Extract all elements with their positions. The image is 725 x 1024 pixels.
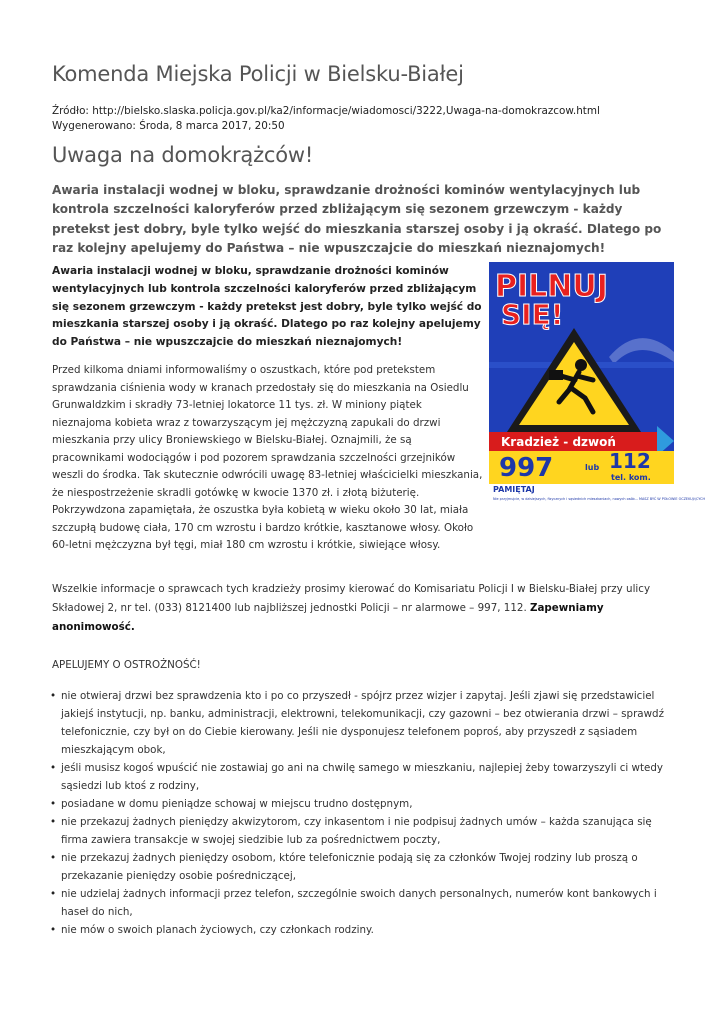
list-item [52, 921, 677, 939]
article-title: Uwaga na domokrążców! [52, 143, 314, 167]
source-url[interactable]: http://bielsko.slaska.policja.gov.pl/ka2/informacje/wiadomosci/3222,Uwaga-na-domokrazcow.html [92, 105, 600, 117]
tip-text: nie przekazuj żadnych pieniędzy osobom, które telefonicznie podają się za członków Twojej rodziny lub proszą o przekazanie pieniędzy osobie pośredniczącej, [61, 852, 638, 882]
warning-title: APELUJEMY O OSTROŻNOŚĆ! [52, 659, 201, 671]
bullet-icon: • [50, 798, 57, 810]
generated-label: Wygenerowano: [52, 120, 136, 132]
list-item [52, 795, 677, 813]
article-lead: Awaria instalacji wodnej w bloku, sprawdzanie drożności kominów wentylacyjnych lub kontrola szczelności kaloryferów przed zbliżającym się sezonem grzewczym - każdy pretekst jest dobry, byle tylko wejść do mieszkania starszej osoby i ją okraść. Dlatego po raz kolejny apelujemy do Państwa – nie wpuszczajcie do mieszkań nieznajomych! [52, 183, 662, 256]
poster-fine-print: Nie przyjmujcie, w dzisiejszych, fizycznych i sąsiednich mieszkaniach, nowych osób... MASZ BYĆ W POŁOWIE OCZEKUJĄCYCH [493, 497, 706, 501]
bullet-icon: • [50, 852, 57, 864]
bullet-icon: • [50, 690, 57, 702]
contact-paragraph [52, 580, 677, 637]
bullet-icon: • [50, 888, 57, 900]
poster-banner-text: Kradzież - dzwoń [501, 435, 616, 449]
generated-date: Środa, 8 marca 2017, 20:50 [139, 120, 285, 132]
list-item [52, 687, 677, 759]
site-title: Komenda Miejska Policji w Bielsku-Białej [52, 62, 464, 86]
bullet-icon: • [50, 816, 57, 828]
article-intro: Awaria instalacji wodnej w bloku, sprawdzanie drożności kominów wentylacyjnych lub kontrola szczelności kaloryferów przed zbliżającym się sezonem grzewczym - każdy pretekst jest dobry, byle tylko wejść do mieszkania starszej osoby i ją okraść. Dlatego po raz kolejny apelujemy do Państwa – nie wpuszczajcie do mieszkań nieznajomych! [52, 265, 482, 349]
poster-number-112: 112 [609, 449, 651, 473]
tip-text: nie udzielaj żadnych informacji przez telefon, szczególnie swoich danych personalnych, numerów kont bankowych i haseł do nich, [61, 888, 657, 918]
document-meta [52, 104, 600, 134]
stolen-bag-icon [549, 370, 563, 380]
tip-text: posiadane w domu pieniądze schowaj w miejscu trudno dostępnym, [61, 798, 413, 810]
list-item [52, 759, 677, 795]
bullet-icon: • [50, 762, 57, 774]
tip-text: nie przekazuj żadnych pieniędzy akwizytorom, czy inkasentom i nie podpisuj żadnych umów – każda szanująca się firma zawiera transakcje w swojej siedzibie lub za pośrednictwem poczty, [61, 816, 652, 846]
poster-tel-label: tel. kom. [611, 473, 651, 482]
pilnuj-sie-poster [489, 262, 706, 502]
list-item [52, 885, 677, 921]
article-body: Przed kilkoma dniami informowaliśmy o oszustkach, które pod pretekstem sprawdzania ciśnienia wody w kranach przedostały się do mieszkania na Osiedlu Grunwaldzkim i skradły 73-letniej lokatorce 11 tys. zł. W miniony piątek nieznajoma kobieta wraz z towarzyszącym jej mężczyzną zapukali do drzwi mieszkania przy ulicy Broniewskiego w Bielsku-Białej. Oznajmili, że są pracownikami wodociągów i pod pozorem sprawdzania szczelności grzejników weszli do środka. Tak skutecznie odwrócili uwagę 83-letniej właścicielki mieszkania, że niespostrzeżenie skradli gotówkę w kwocie 1370 zł. i złotą biżuterię. Pokrzywdzona zapamiętała, że oszustka była kobietą w wieku około 30 lat, miała szczupłą budowę ciała, 170 cm wzrostu i bardzo krótkie, kasztanowe włosy. Około 60-letni mężczyzna był tęgi, miał 180 cm wzrostu i krótkie, siwiejące włosy. [52, 364, 483, 551]
list-item [52, 849, 677, 885]
tip-text: nie otwieraj drzwi bez sprawdzenia kto i po co przyszedł - spójrz przez wizjer i zapytaj. Jeśli zjawi się przedstawiciel jakiejś instytucji, np. banku, administracji, elektrowni, telekomunikacji, czy gazowni – bez otwierania drzwi – sprawdź telefonicznie, czy był on do Ciebie kierowany. Jeśli nie dysponujesz telefonem poproś, aby przyszedł z sąsiadem mieszkającym obok, [61, 690, 664, 756]
contact-text: Wszelkie informacje o sprawcach tych kradzieży prosimy kierować do Komisariatu Policji I w Bielsku-Białej przy ulicy Składowej 2, nr tel. (033) 8121400 lub najbliższej jednostki Policji – nr alarmowe – 997, 112. [52, 583, 651, 614]
safety-tips-list [52, 687, 677, 939]
thief-head-icon [575, 359, 587, 371]
poster-headline-1: PILNUJ [495, 269, 608, 304]
tip-text: jeśli musisz kogoś wpuścić nie zostawiaj go ani na chwilę samego w mieszkaniu, najlepiej żeby towarzyszyli ci wtedy sąsiedzi lub ktoś z rodziny, [61, 762, 663, 792]
source-label: Źródło: [52, 105, 89, 117]
poster-graphic [489, 262, 706, 502]
anonymity-note: Zapewniamy anonimowość. [52, 602, 604, 633]
poster-headline-2: SIĘ! [501, 298, 564, 331]
tip-text: nie mów o swoich planach życiowych, czy członkach rodziny. [61, 924, 374, 936]
source-line [52, 104, 600, 119]
poster-or-label: lub [585, 463, 600, 472]
poster-number-997: 997 [499, 453, 554, 483]
list-item [52, 813, 677, 849]
poster-remember-label: PAMIĘTAJ [493, 485, 535, 494]
bullet-icon: • [50, 924, 57, 936]
generated-line [52, 119, 600, 134]
